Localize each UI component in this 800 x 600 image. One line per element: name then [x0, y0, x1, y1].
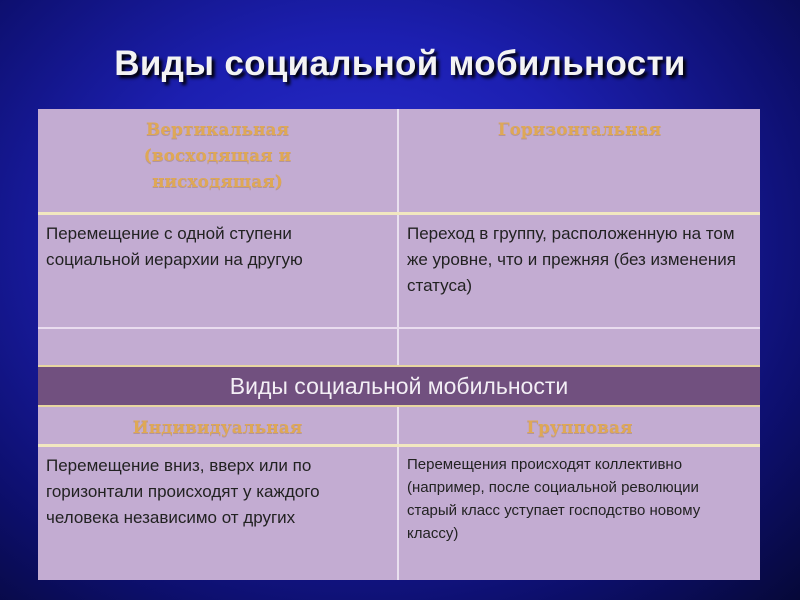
header-group: Групповая — [526, 418, 633, 438]
header-horizontal: Горизонтальная — [497, 120, 662, 140]
vertical-description: Перемещение с одной ступени социальной иерархии на другую — [46, 224, 303, 269]
header-vertical: Вертикальная (восходящая и нисходящая) — [143, 120, 292, 192]
group-description: Перемещения происходят коллективно (например, после социальной революции старый класс уступает господство новому классу) — [407, 456, 701, 542]
horizontal-description: Переход в группу, расположенную на том же уровне, что и прежняя (без изменения статуса) — [407, 224, 736, 295]
section-band: Виды социальной мобильности — [38, 365, 760, 407]
individual-description: Перемещение вниз, вверх или по горизонтали происходят у каждого человека независимо от других — [46, 456, 320, 527]
header-divider-2 — [38, 444, 760, 447]
row-divider-1 — [38, 327, 760, 329]
page-title: Виды социальной мобильности — [114, 44, 686, 83]
header-divider-1 — [38, 212, 760, 215]
header-individual: Индивидуальная — [132, 418, 303, 438]
mobility-table — [38, 109, 760, 580]
